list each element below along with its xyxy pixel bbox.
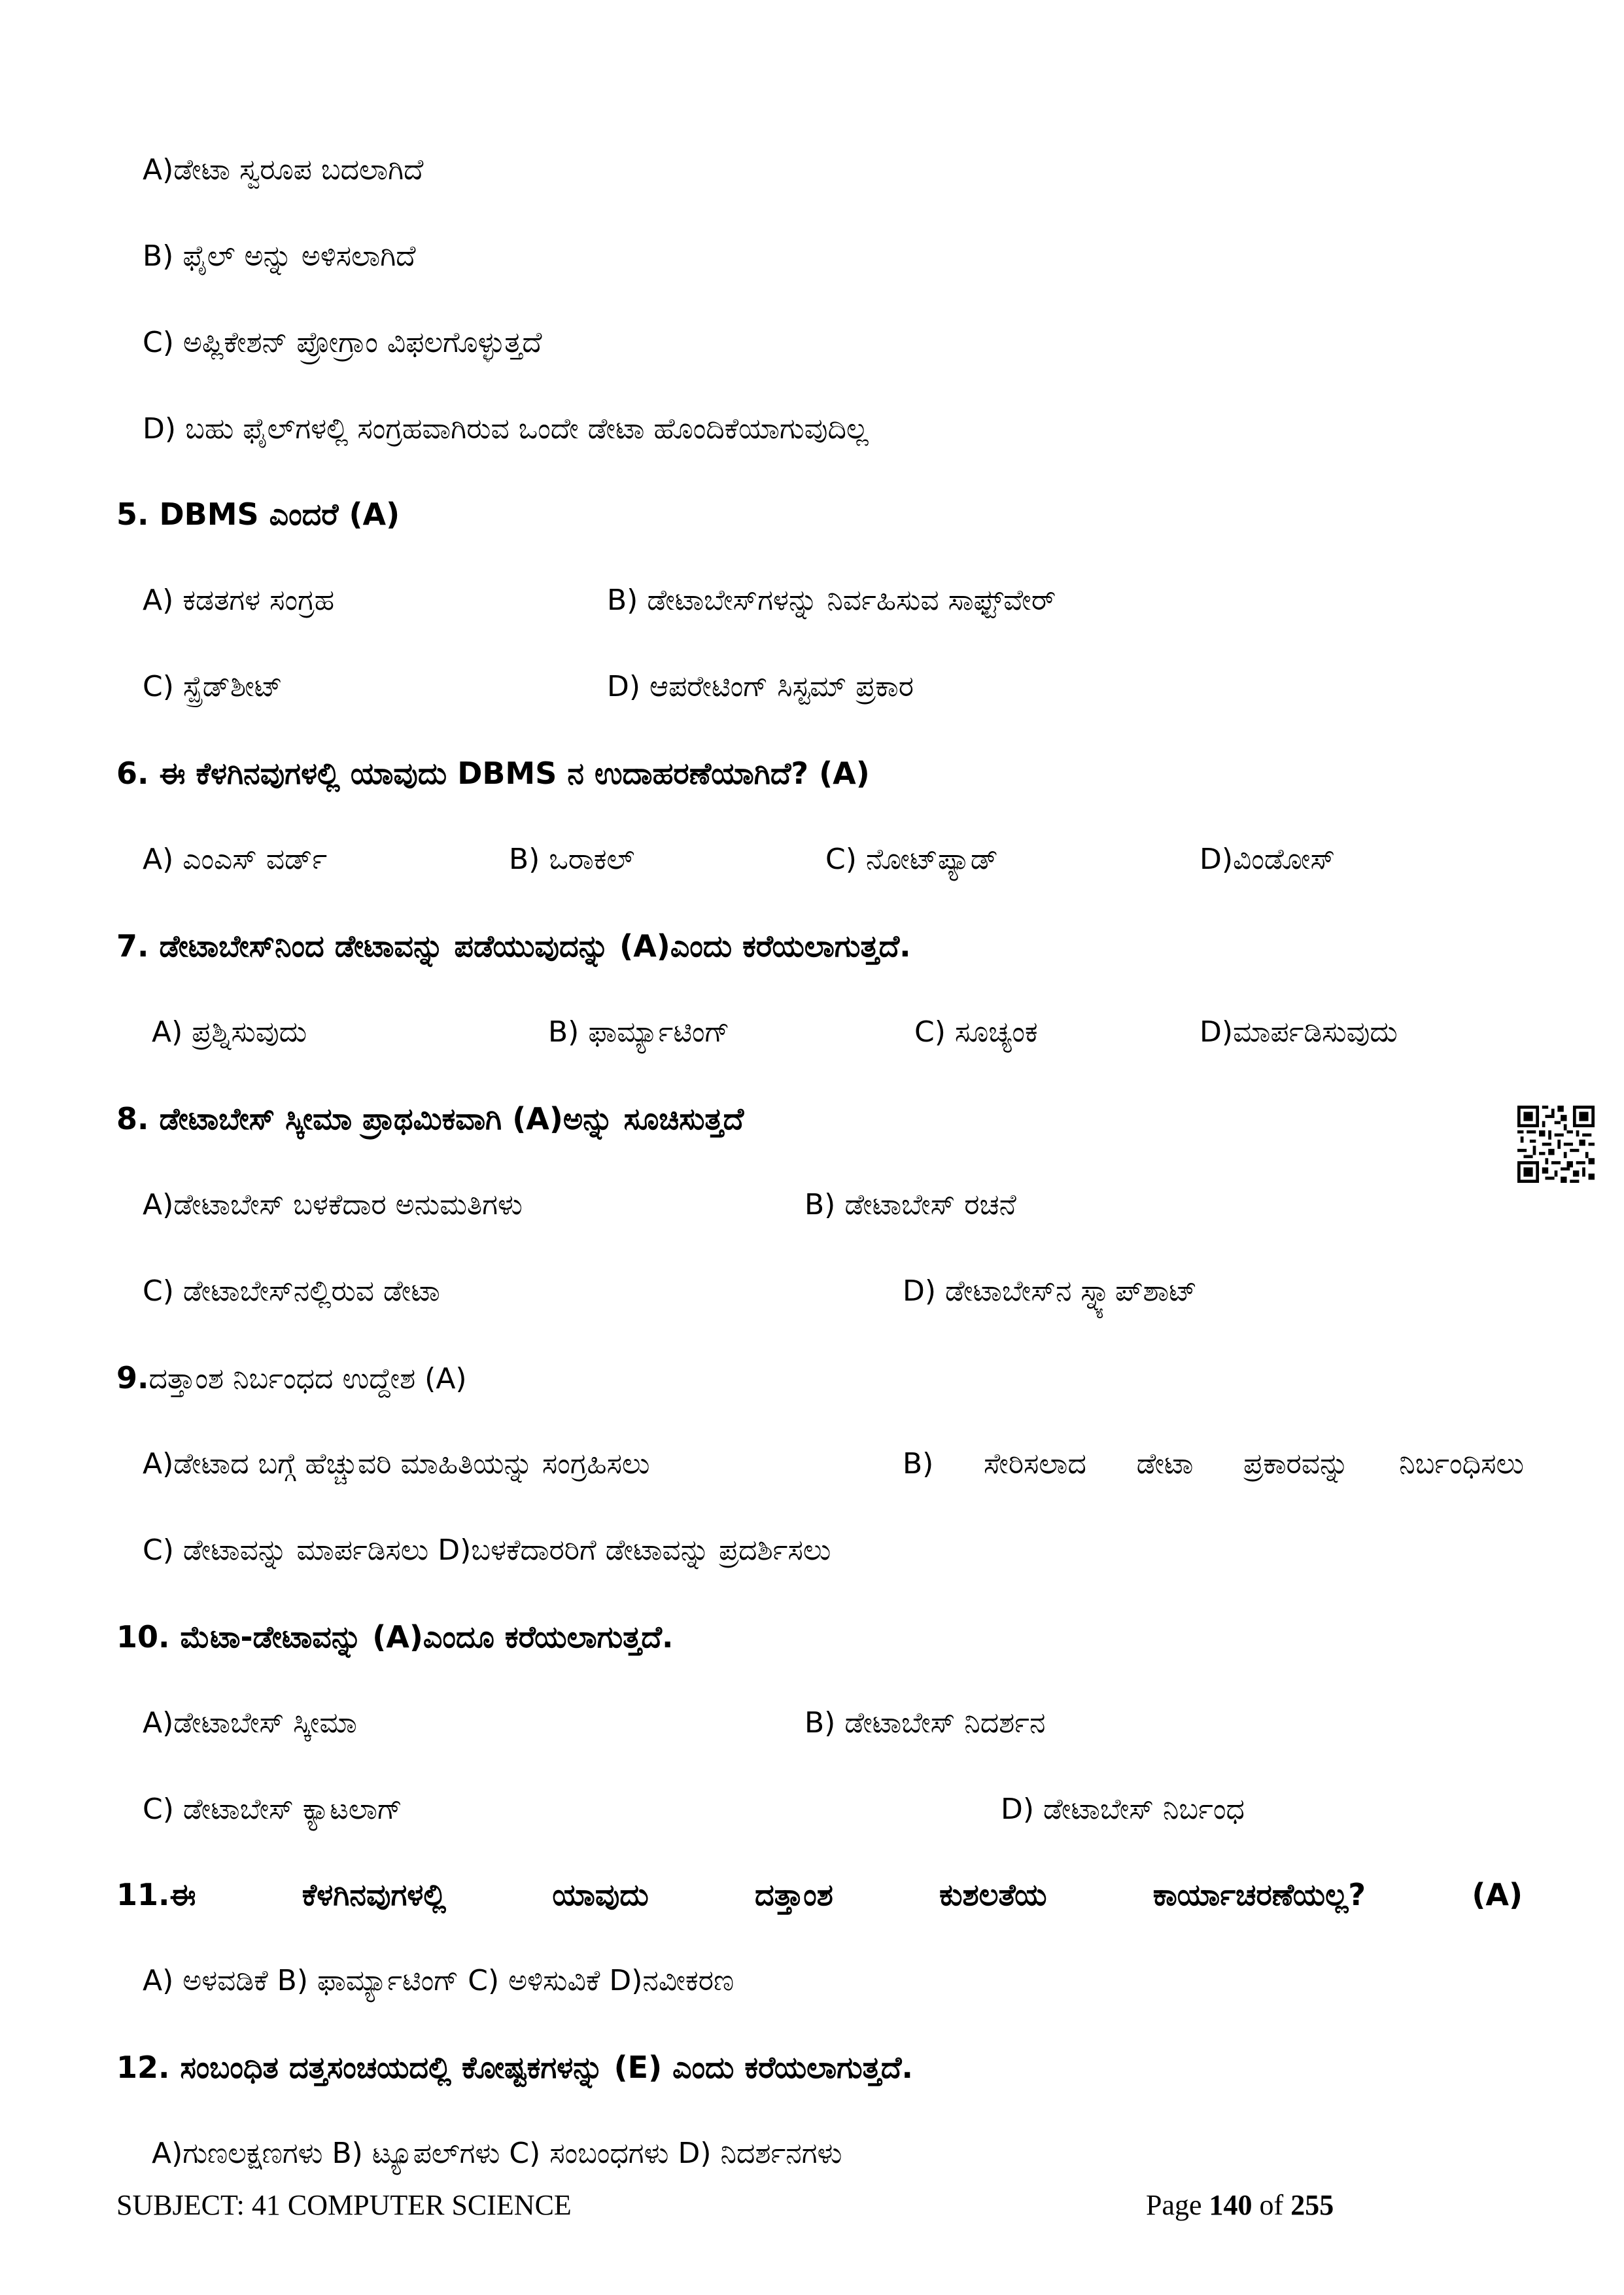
q12-options: A)ಗುಣಲಕ್ಷಣಗಳು B) ಟ್ಯೂಪಲ್‌ಗಳು C) ಸಂಬಂಧಗಳು D) ನಿದರ್ಶನಗಳು xyxy=(152,2137,842,2170)
footer-of-label: of xyxy=(1259,2189,1284,2221)
q5-option-b: B) ಡೇಟಾಬೇಸ್‌ಗಳನ್ನು ನಿರ್ವಹಿಸುವ ಸಾಫ್ಟ್‌ವೇರ್ xyxy=(607,584,1056,617)
q8-option-d: D) ಡೇಟಾಬೇಸ್‌ನ ಸ್ನ್ಯಾಪ್‌ಶಾಟ್ xyxy=(903,1274,1198,1308)
q5-question: 5. DBMS ಎಂದರೆ (A) xyxy=(116,497,400,532)
q11-word: ಕುಶಲತೆಯ xyxy=(939,1877,1047,1912)
q8-option-a: A)ಡೇಟಾಬೇಸ್ ಬಳಕೆದಾರ ಅನುಮತಿಗಳು xyxy=(143,1188,523,1221)
footer-page-current: 140 xyxy=(1209,2189,1253,2221)
q10-option-c: C) ಡೇಟಾಬೇಸ್ ಕ್ಯಾಟಲಾಗ್ xyxy=(143,1793,403,1826)
q4-option-b: B) ಫೈಲ್ ಅನ್ನು ಅಳಿಸಲಾಗಿದೆ xyxy=(143,239,416,273)
q6-option-b: B) ಒರಾಕಲ್ xyxy=(509,843,635,876)
q5-option-a: A) ಕಡತಗಳ ಸಂಗ್ರಹ xyxy=(143,584,335,617)
q11-word: 11.ಈ xyxy=(116,1877,196,1912)
q8-question: 8. ಡೇಟಾಬೇಸ್ ಸ್ಕೀಮಾ ಪ್ರಾಥಮಿಕವಾಗಿ (A)ಅನ್ನು ಸೂಚಿಸುತ್ತದೆ xyxy=(116,1101,744,1136)
q7-option-a: A) ಪ್ರಶ್ನಿಸುವುದು xyxy=(152,1015,307,1049)
q7-option-d: D)ಮಾರ್ಪಡಿಸುವುದು xyxy=(1200,1015,1398,1049)
q5-option-c: C) ಸ್ಪ್ರೆಡ್‌ಶೀಟ್ xyxy=(143,670,283,703)
q11-options: A) ಅಳವಡಿಕೆ B) ಫಾರ್ಮ್ಯಾಟಿಂಗ್ C) ಅಳಿಸುವಿಕೆ D)ನವೀಕರಣ xyxy=(143,1964,734,1997)
q9-option-b-word: ಡೇಟಾ xyxy=(1136,1447,1194,1480)
q6-option-a: A) ಎಂಎಸ್ ವರ್ಡ್ xyxy=(143,843,328,876)
q11-word: ಯಾವುದು xyxy=(552,1877,649,1912)
footer-page-label: Page xyxy=(1146,2189,1202,2221)
q12-question: 12. ಸಂಬಂಧಿತ ದತ್ತಸಂಚಯದಲ್ಲಿ ಕೋಷ್ಟಕಗಳನ್ನು (E) ಎಂದು ಕರೆಯಲಾಗುತ್ತದೆ. xyxy=(116,2050,913,2085)
q9-number: 9. xyxy=(116,1360,149,1395)
q11-word: ದತ್ತಾಂಶ xyxy=(755,1877,833,1912)
q9-question xyxy=(116,1358,467,1399)
q9-option-b-word: ಪ್ರಕಾರವನ್ನು xyxy=(1243,1447,1349,1480)
q9-options-cd: C) ಡೇಟಾವನ್ನು ಮಾರ್ಪಡಿಸಲು D)ಬಳಕೆದಾರರಿಗೆ ಡೇಟಾವನ್ನು ಪ್ರದರ್ಶಿಸಲು xyxy=(143,1533,831,1567)
q10-option-a: A)ಡೇಟಾಬೇಸ್ ಸ್ಕೀಮಾ xyxy=(143,1706,357,1740)
q4-option-a: A)ಡೇಟಾ ಸ್ವರೂಪ ಬದಲಾಗಿದೆ xyxy=(143,153,424,186)
q9-option-b-word: ಸೇರಿಸಲಾದ xyxy=(984,1447,1086,1480)
q6-option-d: D)ವಿಂಡೋಸ್ xyxy=(1200,843,1336,876)
q11-word: ಕಾರ್ಯಾಚರಣೆಯಲ್ಲ? xyxy=(1152,1877,1366,1912)
q10-option-d: D) ಡೇಟಾಬೇಸ್ ನಿರ್ಬಂಧ xyxy=(1001,1793,1245,1826)
footer-page-total: 255 xyxy=(1290,2189,1334,2221)
q10-option-b: B) ಡೇಟಾಬೇಸ್ ನಿದರ್ಶನ xyxy=(804,1706,1046,1740)
q4-option-c: C) ಅಪ್ಲಿಕೇಶನ್ ಪ್ರೋಗ್ರಾಂ ವಿಫಲಗೊಳ್ಳುತ್ತದೆ xyxy=(143,326,542,359)
footer-subject: SUBJECT: 41 COMPUTER SCIENCE xyxy=(116,2189,572,2221)
footer-page-number xyxy=(1146,2188,1334,2222)
q7-option-b: B) ಫಾರ್ಮ್ಯಾಟಿಂಗ್ xyxy=(548,1015,730,1049)
q5-option-d: D) ಆಪರೇಟಿಂಗ್ ಸಿಸ್ಟಮ್ ಪ್ರಕಾರ xyxy=(607,670,914,703)
q9-question-text: ದತ್ತಾಂಶ ನಿರ್ಬಂಧದ ಉದ್ದೇಶ (A) xyxy=(148,1362,467,1395)
q7-question: 7. ಡೇಟಾಬೇಸ್‌ನಿಂದ ಡೇಟಾವನ್ನು ಪಡೆಯುವುದನ್ನು (A)ಎಂದು ಕರೆಯಲಾಗುತ್ತದೆ. xyxy=(116,928,911,964)
q11-question xyxy=(116,1875,1523,1914)
q8-option-b: B) ಡೇಟಾಬೇಸ್ ರಚನೆ xyxy=(804,1188,1016,1221)
q11-word: (A) xyxy=(1472,1877,1523,1912)
q9-option-b xyxy=(903,1445,1524,1484)
q6-option-c: C) ನೋಟ್‌ಪ್ಯಾಡ್ xyxy=(825,843,999,876)
q9-option-b-word: B) xyxy=(903,1447,934,1480)
q11-word: ಕೆಳಗಿನವುಗಳಲ್ಲಿ xyxy=(302,1877,447,1912)
q9-option-a: A)ಡೇಟಾದ ಬಗ್ಗೆ ಹೆಚ್ಚುವರಿ ಮಾಹಿತಿಯನ್ನು ಸಂಗ್ರಹಿಸಲು xyxy=(143,1447,650,1480)
q7-option-c: C) ಸೂಚ್ಯಂಕ xyxy=(914,1015,1038,1049)
q4-option-d: D) ಬಹು ಫೈಲ್‌ಗಳಲ್ಲಿ ಸಂಗ್ರಹವಾಗಿರುವ ಒಂದೇ ಡೇಟಾ ಹೊಂದಿಕೆಯಾಗುವುದಿಲ್ಲ xyxy=(143,412,869,446)
q8-option-c: C) ಡೇಟಾಬೇಸ್‌ನಲ್ಲಿರುವ ಡೇಟಾ xyxy=(143,1274,440,1308)
q10-question: 10. ಮೆಟಾ-ಡೇಟಾವನ್ನು (A)ಎಂದೂ ಕರೆಯಲಾಗುತ್ತದೆ. xyxy=(116,1619,674,1655)
q9-option-b-word: ನಿರ್ಬಂಧಿಸಲು xyxy=(1399,1447,1524,1480)
qr-code-icon xyxy=(1517,1106,1595,1183)
q6-question: 6. ಈ ಕೆಳಗಿನವುಗಳಲ್ಲಿ ಯಾವುದು DBMS ನ ಉದಾಹರಣೆಯಾಗಿದೆ? (A) xyxy=(116,756,870,791)
